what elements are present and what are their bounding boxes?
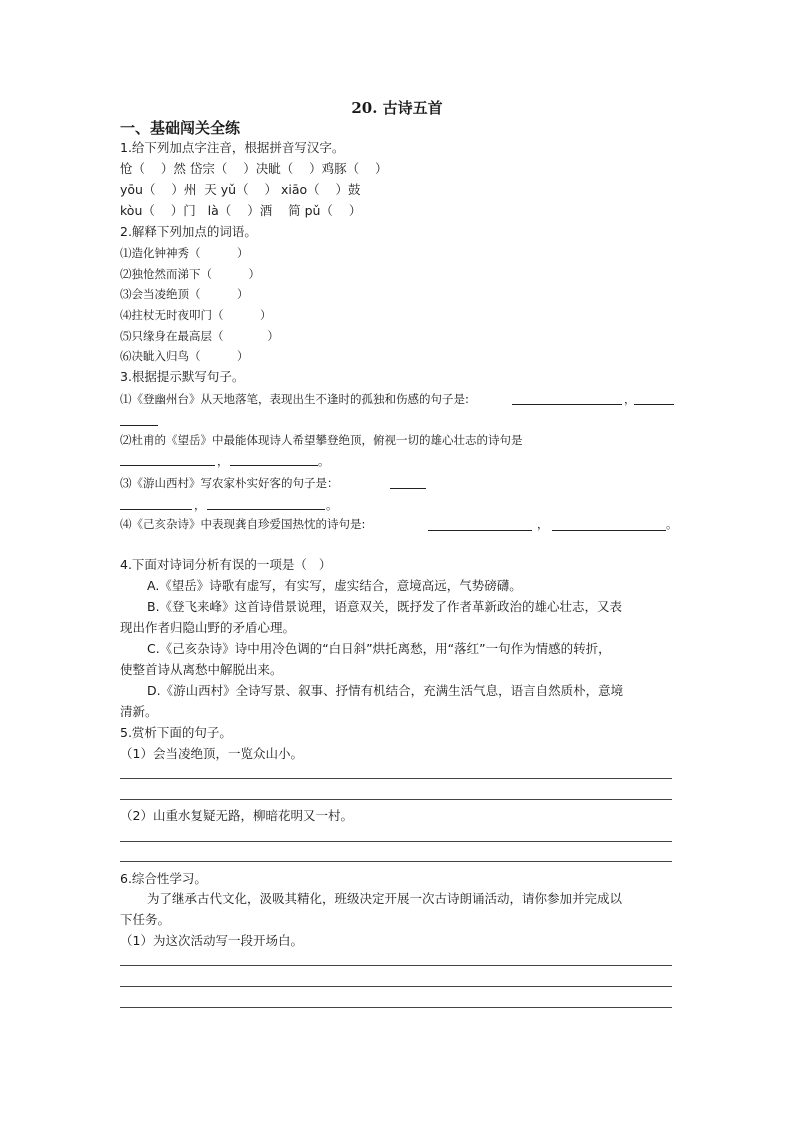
answer-blank[interactable] — [230, 465, 318, 466]
writing-line[interactable] — [120, 1007, 672, 1008]
section-heading: 一、基础闯关全练 — [120, 119, 241, 137]
writing-line[interactable] — [120, 778, 672, 779]
answer-blank[interactable] — [428, 530, 532, 531]
q4-prompt: 4.下面对诗词分析有误的一项是（ ） — [120, 557, 332, 572]
answer-blank[interactable] — [120, 465, 215, 466]
q1-row-2: yōu（ ）州 天 yǔ（ ） xiāo（ ）鼓 — [120, 182, 361, 197]
writing-line[interactable] — [120, 841, 672, 842]
answer-blank[interactable] — [120, 509, 192, 510]
q1-prompt: 1.给下列加点字注音，根据拼音写汉字。 — [120, 140, 345, 155]
q2-item: ⑴造化钟神秀（ ） — [120, 246, 249, 260]
q3-period: 。 — [326, 498, 338, 512]
answer-blank[interactable] — [512, 404, 622, 405]
q4-option-c-cont: 使整首诗从离愁中解脱出来。 — [120, 662, 283, 677]
q1-row-3: kòu（ ）门 là（ ）酒 简 pǔ（ ） — [120, 203, 362, 218]
q4-option-d: D.《游山西村》全诗写景、叙事、抒情有机结合，充满生活气息，语言自然质朴，意境 — [147, 683, 624, 698]
q2-item: ⑶会当凌绝顶（ ） — [120, 287, 249, 301]
writing-line[interactable] — [120, 965, 672, 966]
q2-item: ⑵独怆然而涕下（ ） — [120, 267, 261, 281]
q2-item: ⑸只缘身在最高层（ ） — [120, 329, 279, 343]
q6-paragraph-cont: 下任务。 — [120, 912, 171, 927]
q3-item-3-text: ⑶《游山西村》写农家朴实好客的句子是： — [120, 476, 339, 490]
q3-period: 。 — [666, 517, 678, 531]
answer-blank[interactable] — [390, 488, 426, 489]
q5-sentence-1: （1）会当凌绝顶，一览众山小。 — [120, 746, 303, 761]
page-title: 20. 古诗五首 — [351, 99, 443, 117]
q6-task-1: （1）为这次活动写一段开场白。 — [120, 933, 303, 948]
q2-item: ⑹决眦入归鸟（ ） — [120, 349, 249, 363]
q3-period: 。 — [318, 454, 330, 468]
q4-option-c: C.《己亥杂诗》诗中用冷色调的“白日斜”烘托离愁，用“落红”一句作为情感的转折， — [147, 641, 611, 656]
q3-item-2-text: ⑵杜甫的《望岳》中最能体现诗人希望攀登绝顶，俯视一切的雄心壮志的诗句是 — [120, 433, 523, 447]
writing-line[interactable] — [120, 986, 672, 987]
answer-blank[interactable] — [120, 425, 158, 426]
q3-comma: ， — [624, 392, 636, 406]
q3-comma: ， — [537, 517, 549, 531]
answer-blank[interactable] — [634, 404, 674, 405]
q3-item-4-text: ⑷《己亥杂诗》中表现龚自珍爱国热忱的诗句是: — [120, 517, 366, 531]
q5-prompt: 5.赏析下面的句子。 — [120, 725, 232, 740]
q6-paragraph: 为了继承古代文化，汲吸其精化，班级决定开展一次古诗朗诵活动，请你参加并完成以 — [147, 891, 623, 906]
q3-comma: ， — [194, 498, 206, 512]
answer-blank[interactable] — [552, 530, 666, 531]
q2-item: ⑷拄杖无时夜叩门（ ） — [120, 308, 272, 322]
q3-item-1-text: ⑴《登幽州台》从天地落笔，表现出生不逢时的孤独和伤感的句子是: — [120, 392, 469, 406]
q4-option-b: B.《登飞来峰》这首诗借景说理，语意双关，既抒发了作者革新政治的雄心壮志，又表 — [147, 599, 623, 614]
q4-option-d-cont: 清新。 — [120, 704, 158, 719]
q1-row-1: 怆（ ）然 岱宗（ ）决眦（ ）鸡豚（ ） — [120, 161, 388, 176]
q6-prompt: 6.综合性学习。 — [120, 871, 207, 886]
q4-option-b-cont: 现出作者归隐山野的矛盾心理。 — [120, 620, 296, 635]
writing-line[interactable] — [120, 799, 672, 800]
q2-prompt: 2.解释下列加点的词语。 — [120, 224, 257, 239]
q3-prompt: 3.根据提示默写句子。 — [120, 369, 245, 384]
q5-sentence-2: （2）山重水复疑无路，柳暗花明又一村。 — [120, 808, 353, 823]
answer-blank[interactable] — [207, 509, 325, 510]
q3-comma: ， — [217, 454, 229, 468]
writing-line[interactable] — [120, 861, 672, 862]
q4-option-a: A.《望岳》诗歌有虚写，有实写，虚实结合，意境高远，气势磅礴。 — [147, 578, 522, 593]
